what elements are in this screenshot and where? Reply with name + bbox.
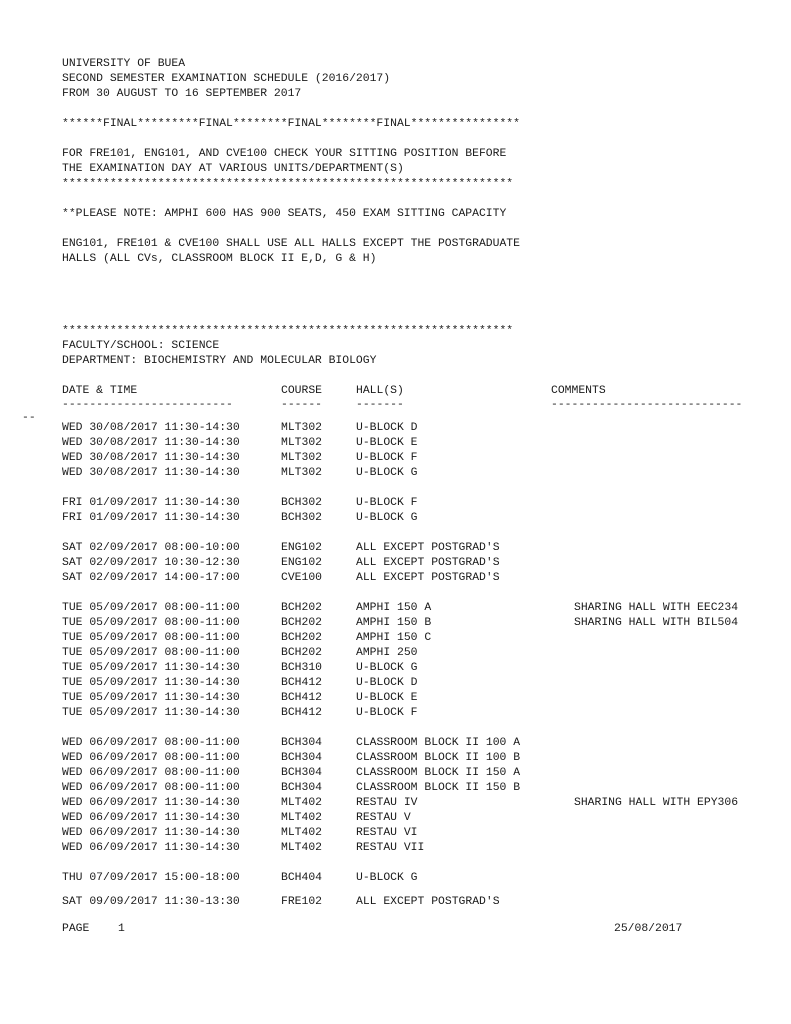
row-halls: CLASSROOM BLOCK II 150 A: [356, 767, 521, 779]
schedule-title: SECOND SEMESTER EXAMINATION SCHEDULE (2016/2017): [62, 73, 391, 85]
row-date-time: WED 06/09/2017 11:30-14:30: [62, 827, 240, 839]
row-date-time: WED 30/08/2017 11:30-14:30: [62, 467, 240, 479]
final-banner: ******FINAL*********FINAL********FINAL********FINAL****************: [62, 118, 520, 130]
row-halls: U-BLOCK G: [356, 512, 418, 524]
row-course: ENG102: [281, 542, 323, 554]
row-course: BCH412: [281, 677, 323, 689]
row-course: BCH404: [281, 872, 323, 884]
row-course: BCH202: [281, 617, 323, 629]
star-divider: ******************************************************************: [62, 178, 514, 190]
row-halls: AMPHI 150 B: [356, 617, 432, 629]
row-course: BCH304: [281, 752, 323, 764]
row-halls: ALL EXCEPT POSTGRAD'S: [356, 557, 500, 569]
row-date-time: TUE 05/09/2017 08:00-11:00: [62, 632, 240, 644]
row-date-time: WED 30/08/2017 11:30-14:30: [62, 452, 240, 464]
header-rule: -------: [356, 399, 404, 411]
row-date-time: TUE 05/09/2017 08:00-11:00: [62, 617, 240, 629]
row-date-time: WED 06/09/2017 08:00-11:00: [62, 737, 240, 749]
row-date-time: WED 06/09/2017 08:00-11:00: [62, 752, 240, 764]
row-halls: ALL EXCEPT POSTGRAD'S: [356, 572, 500, 584]
row-date-time: TUE 05/09/2017 11:30-14:30: [62, 662, 240, 674]
row-date-time: THU 07/09/2017 15:00-18:00: [62, 872, 240, 884]
row-course: BCH304: [281, 782, 323, 794]
row-course: MLT302: [281, 422, 323, 434]
margin-mark: --: [22, 412, 36, 424]
row-date-time: TUE 05/09/2017 08:00-11:00: [62, 647, 240, 659]
star-divider: ******************************************************************: [62, 325, 514, 337]
row-course: BCH302: [281, 497, 323, 509]
row-halls: CLASSROOM BLOCK II 100 B: [356, 752, 521, 764]
row-halls: ALL EXCEPT POSTGRAD'S: [356, 542, 500, 554]
row-course: BCH412: [281, 692, 323, 704]
row-course: MLT402: [281, 842, 323, 854]
row-halls: U-BLOCK D: [356, 677, 418, 689]
row-course: MLT402: [281, 797, 323, 809]
row-date-time: TUE 05/09/2017 11:30-14:30: [62, 707, 240, 719]
row-halls: U-BLOCK D: [356, 422, 418, 434]
row-halls: AMPHI 150 C: [356, 632, 432, 644]
row-course: FRE102: [281, 896, 323, 908]
row-date-time: WED 06/09/2017 11:30-14:30: [62, 842, 240, 854]
row-comment: SHARING HALL WITH EPY306: [574, 797, 739, 809]
row-date-time: FRI 01/09/2017 11:30-14:30: [62, 512, 240, 524]
header-rule: ----------------------------: [551, 399, 743, 411]
row-course: BCH412: [281, 707, 323, 719]
row-halls: AMPHI 150 A: [356, 602, 432, 614]
capacity-note: **PLEASE NOTE: AMPHI 600 HAS 900 SEATS, 450 EXAM SITTING CAPACITY: [62, 208, 507, 220]
row-comment: SHARING HALL WITH EEC234: [574, 602, 739, 614]
faculty-label: FACULTY/SCHOOL: SCIENCE: [62, 340, 220, 352]
row-halls: RESTAU VII: [356, 842, 425, 854]
row-halls: U-BLOCK E: [356, 692, 418, 704]
row-course: BCH202: [281, 632, 323, 644]
row-date-time: TUE 05/09/2017 11:30-14:30: [62, 677, 240, 689]
row-course: BCH304: [281, 767, 323, 779]
row-date-time: WED 06/09/2017 11:30-14:30: [62, 812, 240, 824]
row-course: MLT302: [281, 452, 323, 464]
row-course: BCH202: [281, 647, 323, 659]
row-course: BCH202: [281, 602, 323, 614]
header-date-time: DATE & TIME: [62, 385, 138, 397]
row-date-time: SAT 02/09/2017 08:00-10:00: [62, 542, 240, 554]
row-date-time: WED 06/09/2017 08:00-11:00: [62, 767, 240, 779]
row-course: MLT402: [281, 827, 323, 839]
row-course: CVE100: [281, 572, 323, 584]
row-halls: RESTAU IV: [356, 797, 418, 809]
row-course: BCH302: [281, 512, 323, 524]
row-halls: U-BLOCK G: [356, 467, 418, 479]
notice-line-2: THE EXAMINATION DAY AT VARIOUS UNITS/DEPARTMENT(S): [62, 163, 404, 175]
print-date: 25/08/2017: [614, 923, 683, 935]
row-halls: U-BLOCK F: [356, 707, 418, 719]
row-date-time: FRI 01/09/2017 11:30-14:30: [62, 497, 240, 509]
row-course: MLT402: [281, 812, 323, 824]
notice-line-1: FOR FRE101, ENG101, AND CVE100 CHECK YOUR SITTING POSITION BEFORE: [62, 148, 507, 160]
row-halls: RESTAU VI: [356, 827, 418, 839]
header-halls: HALL(S): [356, 385, 404, 397]
halls-notice-line-2: HALLS (ALL CVs, CLASSROOM BLOCK II E,D, G & H): [62, 253, 377, 265]
row-date-time: SAT 09/09/2017 11:30-13:30: [62, 896, 240, 908]
schedule-dates: FROM 30 AUGUST TO 16 SEPTEMBER 2017: [62, 88, 302, 100]
row-halls: RESTAU V: [356, 812, 411, 824]
row-halls: U-BLOCK F: [356, 497, 418, 509]
department-label: DEPARTMENT: BIOCHEMISTRY AND MOLECULAR BIOLOGY: [62, 355, 377, 367]
row-course: ENG102: [281, 557, 323, 569]
row-halls: U-BLOCK G: [356, 872, 418, 884]
row-date-time: SAT 02/09/2017 14:00-17:00: [62, 572, 240, 584]
header-course: COURSE: [281, 385, 323, 397]
row-date-time: WED 06/09/2017 08:00-11:00: [62, 782, 240, 794]
row-course: BCH304: [281, 737, 323, 749]
row-date-time: TUE 05/09/2017 11:30-14:30: [62, 692, 240, 704]
halls-notice-line-1: ENG101, FRE101 & CVE100 SHALL USE ALL HALLS EXCEPT THE POSTGRADUATE: [62, 238, 520, 250]
row-halls: U-BLOCK F: [356, 452, 418, 464]
page-label: PAGE: [62, 923, 90, 935]
row-date-time: WED 06/09/2017 11:30-14:30: [62, 797, 240, 809]
page-number: 1: [118, 923, 125, 935]
university-name: UNIVERSITY OF BUEA: [62, 58, 186, 70]
row-halls: ALL EXCEPT POSTGRAD'S: [356, 896, 500, 908]
row-comment: SHARING HALL WITH BIL504: [574, 617, 739, 629]
row-date-time: TUE 05/09/2017 08:00-11:00: [62, 602, 240, 614]
row-course: BCH310: [281, 662, 323, 674]
header-rule: -------------------------: [62, 399, 233, 411]
row-date-time: WED 30/08/2017 11:30-14:30: [62, 437, 240, 449]
row-halls: AMPHI 250: [356, 647, 418, 659]
header-comments: COMMENTS: [551, 385, 606, 397]
row-halls: CLASSROOM BLOCK II 150 B: [356, 782, 521, 794]
row-date-time: WED 30/08/2017 11:30-14:30: [62, 422, 240, 434]
row-halls: U-BLOCK G: [356, 662, 418, 674]
row-course: MLT302: [281, 437, 323, 449]
row-halls: CLASSROOM BLOCK II 100 A: [356, 737, 521, 749]
row-halls: U-BLOCK E: [356, 437, 418, 449]
row-course: MLT302: [281, 467, 323, 479]
header-rule: ------: [281, 399, 323, 411]
row-date-time: SAT 02/09/2017 10:30-12:30: [62, 557, 240, 569]
